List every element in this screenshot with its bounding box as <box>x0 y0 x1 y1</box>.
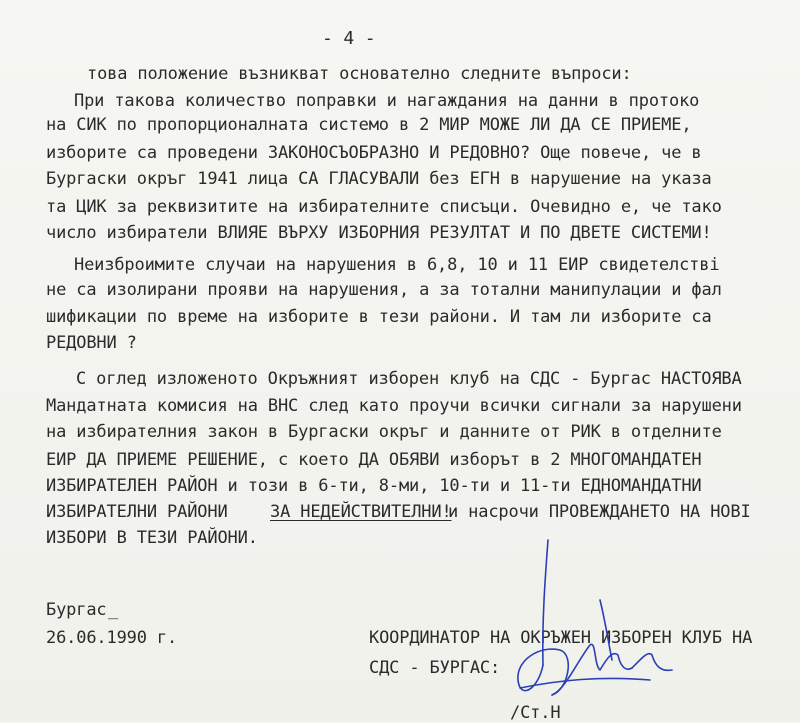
text-line-16: ИЗБИРАТЕЛЕН РАЙОН и този в 6-ти, 8-ми, 10-ти и 11-ти ЕДНОМАНДАТНИ <box>46 476 702 496</box>
page-number: - 4 - <box>322 28 376 49</box>
text-line-10: шификации по време на изборите в тези райони. И там ли изборите са <box>46 307 712 327</box>
text-line-17a: ИЗБИРАТЕЛНИ РАЙОНИ <box>46 502 228 522</box>
text-line-17c: и насрочи ПРОВЕЖДАНЕТО НА НОВІ <box>448 502 751 522</box>
text-line-4: изборите са проведени ЗАКОНОСЪОБРАЗНО И РЕДОВНО? Още повече, че в <box>46 143 702 163</box>
text-line-3: на СИК по пропорционалната системо в 2 МИР МОЖЕ ЛИ ДА СЕ ПРИЕМЕ, <box>46 115 692 135</box>
footer-city: Бургас <box>46 600 107 620</box>
signer-name-fragment: /Ст.Н <box>510 703 561 723</box>
text-line-13: Мандатната комисия на ВНС след като проучи всички сигнали за нарушени <box>46 396 742 416</box>
text-line-7: число избиратели ВЛИЯЕ ВЪРХУ ИЗБОРНИЯ РЕЗУЛТАТ И ПО ДВЕТЕ СИСТЕМИ! <box>46 223 712 243</box>
coordinator-title: КООРДИНАТОР НА ОКРЪЖЕН ИЗБОРЕН КЛУБ НА <box>369 628 753 648</box>
footer-city-underline: _ <box>108 600 119 620</box>
text-line-1: това положение възникват основателно следните въпроси: <box>87 64 632 84</box>
text-line-6: та ЦИК за реквизитите на избирателните списъци. Очевидно е, че тако <box>46 197 722 217</box>
text-line-17b-underlined: ЗА НЕДЕЙСТВИТЕЛНИ! <box>270 502 452 522</box>
text-line-5: Бургаски окръг 1941 лица СА ГЛАСУВАЛИ без ЕГН в нарушение на указа <box>46 169 712 189</box>
text-line-14: на избирателния закон в Бургаски окръг и данните от РИК в отделните <box>46 422 722 442</box>
text-line-8: Неизброимите случаи на нарушения в 6,8, 10 и 11 ЕИР свидетелстві <box>74 255 720 275</box>
text-line-18: ИЗБОРИ В ТЕЗИ РАЙОНИ. <box>46 528 258 548</box>
coordinator-org: СДС - БУРГАС: <box>369 658 501 678</box>
text-line-15: ЕИР ДА ПРИЕМЕ РЕШЕНИЕ, с което ДА ОБЯВИ изборът в 2 МНОГОМАНДАТЕН <box>46 450 702 470</box>
footer-date: 26.06.1990 г. <box>46 628 178 648</box>
text-line-9: не са изолирани прояви на нарушения, а за тотални манипулации и фал <box>46 280 722 300</box>
text-line-12: С оглед изложеното Окръжният изборен клуб на СДС - Бургас НАСТОЯВА <box>76 369 742 389</box>
text-line-11: РЕДОВНИ ? <box>46 333 137 353</box>
text-line-2: При такова количество поправки и нагаждания на данни в протоко <box>74 91 700 111</box>
